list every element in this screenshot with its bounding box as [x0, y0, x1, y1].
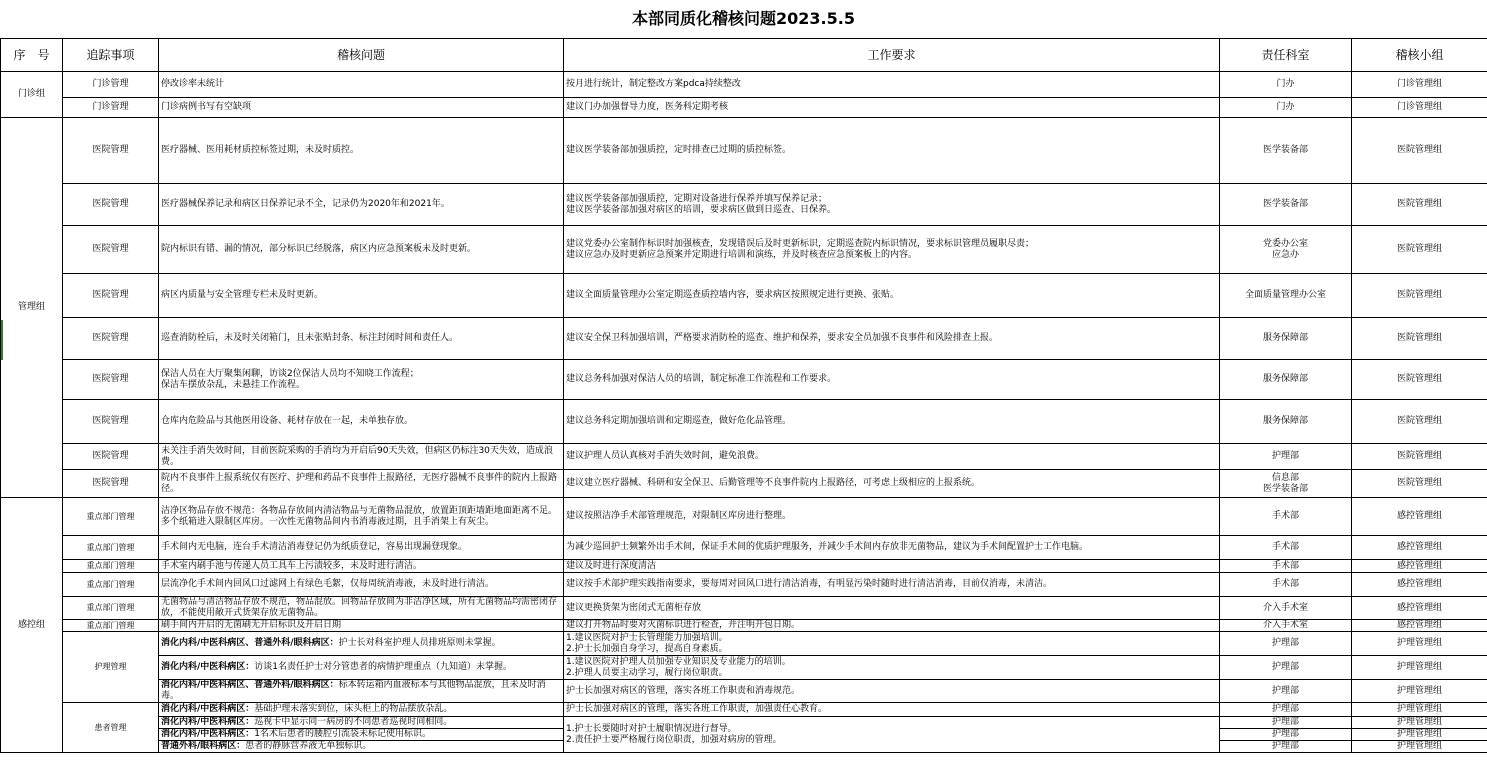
- team-cell[interactable]: 护理管理组: [1352, 703, 1487, 717]
- team-cell[interactable]: 护理管理组: [1352, 741, 1487, 753]
- header-index[interactable]: 序 号: [1, 39, 63, 72]
- table-row: [1, 498, 1487, 536]
- department-cell[interactable]: 医学装备部: [1220, 184, 1352, 226]
- team-cell[interactable]: 感控管理组: [1352, 573, 1487, 597]
- issue-cell[interactable]: 病区内质量与安全管理专栏未及时更新。: [159, 274, 564, 318]
- track-cell[interactable]: 医院管理: [63, 118, 159, 184]
- department-cell[interactable]: 护理部: [1220, 741, 1352, 753]
- track-cell[interactable]: 患者管理: [63, 703, 159, 753]
- table-row: [1, 470, 1487, 498]
- issue-text: 护士长对科室护理人员排班原则未掌握。: [338, 638, 501, 648]
- issue-ward-label: 消化内科/中医科病区：: [161, 704, 255, 714]
- team-cell[interactable]: 感控管理组: [1352, 498, 1487, 536]
- requirement-cell[interactable]: 护士长加强对病区的管理，落实各班工作职责，加强责任心教育。: [564, 703, 1220, 717]
- issue-cell[interactable]: 刷手间内开启的无菌刷无开启标识及开启日期: [159, 620, 564, 632]
- table-row: [1, 536, 1487, 560]
- track-cell[interactable]: 医院管理: [63, 360, 159, 400]
- table-row: [1, 72, 1487, 98]
- department-cell[interactable]: 党委办公室 应急办: [1220, 226, 1352, 274]
- team-cell[interactable]: 医院管理组: [1352, 318, 1487, 360]
- header-department[interactable]: 责任科室: [1220, 39, 1352, 72]
- track-cell[interactable]: 医院管理: [63, 470, 159, 498]
- issue-cell[interactable]: [159, 729, 564, 741]
- track-cell[interactable]: 门诊管理: [63, 98, 159, 118]
- requirement-cell[interactable]: 建议党委办公室制作标识时加强核查，发现错误后及时更新标识，定期巡查院内标识情况，要求标识管理员履职尽责； 建议应急办及时更新应急预案并定期进行培训和演练，并及时核查应急预案板上的内容。: [564, 226, 1220, 274]
- department-cell[interactable]: 医学装备部: [1220, 118, 1352, 184]
- requirement-cell[interactable]: 1.建议医院对护士长管理能力加强培训。 2.护士长加强自身学习，提高自身素质。: [564, 632, 1220, 656]
- requirement-cell[interactable]: 建议医学装备部加强质控，定时排查已过期的质控标签。: [564, 118, 1220, 184]
- track-cell[interactable]: 医院管理: [63, 400, 159, 444]
- requirement-cell[interactable]: 1.建议医院对护理人员加强专业知识及专业能力的培训。 2.护理人员要主动学习，履行岗位职责。: [564, 656, 1220, 680]
- requirement-cell[interactable]: 为减少巡回护士频繁外出手术间，保证手术间的优质护理服务，并减少手术间内存放非无菌物品，建议为手术间配置护士工作电脑。: [564, 536, 1220, 560]
- table-row: [1, 632, 1487, 656]
- track-cell[interactable]: 重点部门管理: [63, 620, 159, 632]
- issue-text: 访谈1名责任护士对分管患者的病情护理重点（九知道）未掌握。: [254, 662, 513, 672]
- issue-cell[interactable]: 院内不良事件上报系统仅有医疗、护理和药品不良事件上报路径，无医疗器械不良事件的院内上报路径。: [159, 470, 564, 498]
- table-row: [1, 274, 1487, 318]
- requirement-cell[interactable]: 建议总务科加强对保洁人员的培训，制定标准工作流程和工作要求。: [564, 360, 1220, 400]
- issue-text: 标本转运箱内血液标本与其他物品混放，且未及时消毒。: [161, 680, 546, 701]
- team-cell[interactable]: 护理管理组: [1352, 632, 1487, 656]
- issue-cell[interactable]: 仓库内危险品与其他医用设备、耗材存放在一起，未单独存放。: [159, 400, 564, 444]
- table-row: [1, 703, 1487, 717]
- issue-text: 巡视卡中显示同一病房的不同患者巡视时间相同。: [254, 717, 453, 727]
- department-cell[interactable]: 手术部: [1220, 536, 1352, 560]
- table-row: [1, 656, 1487, 680]
- team-cell[interactable]: 感控管理组: [1352, 597, 1487, 620]
- track-cell[interactable]: 门诊管理: [63, 72, 159, 98]
- requirement-cell[interactable]: 建议总务科定期加强培训和定期巡查，做好危化品管理。: [564, 400, 1220, 444]
- issue-text: 1名术后患者的腰腔引流袋未标记使用标识。: [254, 729, 432, 739]
- track-cell[interactable]: 医院管理: [63, 184, 159, 226]
- team-cell[interactable]: 医院管理组: [1352, 274, 1487, 318]
- issue-text: 患者的静脉营养液无单独标识。: [245, 741, 372, 751]
- department-cell[interactable]: 护理部: [1220, 632, 1352, 656]
- table-row: [1, 560, 1487, 573]
- department-cell[interactable]: 门办: [1220, 98, 1352, 118]
- department-cell[interactable]: 全面质量管理办公室: [1220, 274, 1352, 318]
- issue-cell[interactable]: 巡查消防栓后，未及时关闭箱门，且未张贴封条、标注封闭时间和责任人。: [159, 318, 564, 360]
- issue-ward-label: 消化内科/中医科病区、普通外科/眼科病区：: [161, 638, 339, 648]
- track-cell[interactable]: 重点部门管理: [63, 498, 159, 536]
- issue-ward-label: 消化内科/中医科病区、普通外科/眼科病区：: [161, 680, 339, 690]
- audit-table: [0, 38, 1487, 753]
- table-row: [1, 573, 1487, 597]
- requirement-cell[interactable]: 建议全面质量管理办公室定期巡查质控墙内容，要求病区按照规定进行更换、张贴。: [564, 274, 1220, 318]
- requirement-cell[interactable]: 按月进行统计，制定整改方案pdca持续整改: [564, 72, 1220, 98]
- department-cell[interactable]: 护理部: [1220, 703, 1352, 717]
- requirement-cell[interactable]: 建议门办加强督导力度，医务科定期考核: [564, 98, 1220, 118]
- team-cell[interactable]: 护理管理组: [1352, 656, 1487, 680]
- department-cell[interactable]: 门办: [1220, 72, 1352, 98]
- issue-cell[interactable]: 保洁人员在大厅聚集闲聊，访谈2位保洁人员均不知晓工作流程； 保洁车摆放杂乱，未悬挂工作流程。: [159, 360, 564, 400]
- department-cell[interactable]: 手术部: [1220, 560, 1352, 573]
- header-team[interactable]: 稽核小组: [1352, 39, 1487, 72]
- team-cell[interactable]: 医院管理组: [1352, 226, 1487, 274]
- requirement-cell[interactable]: 建议打开物品时要对灭菌标识进行检查，并注明开包日期。: [564, 620, 1220, 632]
- track-cell[interactable]: 医院管理: [63, 444, 159, 470]
- issue-cell[interactable]: 未关注手消失效时间，目前医院采购的手消均为开启后90天失效，但病区仍标注30天失效，造成浪费。: [159, 444, 564, 470]
- department-cell[interactable]: 护理部: [1220, 656, 1352, 680]
- table-row: [1, 98, 1487, 118]
- table-row: [1, 444, 1487, 470]
- issue-cell[interactable]: [159, 741, 564, 753]
- group-cell[interactable]: 管理组: [1, 118, 63, 498]
- department-cell[interactable]: 服务保障部: [1220, 360, 1352, 400]
- department-cell[interactable]: 手术部: [1220, 498, 1352, 536]
- requirement-cell[interactable]: 建议更换货架为密闭式无菌柜存放: [564, 597, 1220, 620]
- issue-ward-label: 消化内科/中医科病区：: [161, 729, 255, 739]
- track-cell[interactable]: 重点部门管理: [63, 573, 159, 597]
- table-row: [1, 118, 1487, 184]
- issue-cell[interactable]: [159, 632, 564, 656]
- team-cell[interactable]: 医院管理组: [1352, 400, 1487, 444]
- table-row: [1, 226, 1487, 274]
- team-cell[interactable]: 医院管理组: [1352, 444, 1487, 470]
- track-cell[interactable]: 医院管理: [63, 274, 159, 318]
- department-cell[interactable]: 服务保障部: [1220, 400, 1352, 444]
- header-requirement[interactable]: 工作要求: [564, 39, 1220, 72]
- team-cell[interactable]: 门诊管理组: [1352, 72, 1487, 98]
- track-cell[interactable]: 护理管理: [63, 632, 159, 703]
- track-cell[interactable]: 医院管理: [63, 318, 159, 360]
- table-row: [1, 318, 1487, 360]
- team-cell[interactable]: 感控管理组: [1352, 560, 1487, 573]
- track-cell[interactable]: 医院管理: [63, 226, 159, 274]
- requirement-cell[interactable]: 建议及时进行深度清洁: [564, 560, 1220, 573]
- table-row: [1, 717, 1487, 729]
- requirement-cell[interactable]: 建议医学装备部加强质控，定期对设备进行保养并填写保养记录； 建议医学装备部加强对病区的培训，要求病区做到日巡查、日保养。: [564, 184, 1220, 226]
- requirement-cell[interactable]: 建议护理人员认真核对手消失效时间，避免浪费。: [564, 444, 1220, 470]
- requirement-cell[interactable]: 建议建立医疗器械、科研和安全保卫、后勤管理等不良事件院内上报路径，可考虑上级相应的上报系统。: [564, 470, 1220, 498]
- group-cell[interactable]: 感控组: [1, 498, 63, 753]
- team-cell[interactable]: 护理管理组: [1352, 729, 1487, 741]
- issue-ward-label: 消化内科/中医科病区：: [161, 717, 255, 727]
- department-cell[interactable]: 护理部: [1220, 717, 1352, 729]
- track-cell[interactable]: 重点部门管理: [63, 597, 159, 620]
- requirement-cell[interactable]: 1.护士长要随时对护士履职情况进行督导。 2.责任护士要严格履行岗位职责，加强对病房的管理。: [564, 717, 1220, 753]
- issue-text: 基础护理未落实到位，床头柜上的物品摆放杂乱。: [254, 704, 453, 714]
- table-row: [1, 680, 1487, 703]
- page-title: 本部同质化稽核问题2023.5.5: [632, 9, 855, 28]
- team-cell[interactable]: 护理管理组: [1352, 717, 1487, 729]
- header-issue[interactable]: 稽核问题: [159, 39, 564, 72]
- requirement-cell[interactable]: 护士长加强对病区的管理，落实各班工作职责和消毒规范。: [564, 680, 1220, 703]
- issue-cell[interactable]: 医疗器械、医用耗材质控标签过期，未及时质控。: [159, 118, 564, 184]
- issue-cell[interactable]: [159, 703, 564, 717]
- track-cell[interactable]: 重点部门管理: [63, 536, 159, 560]
- team-cell[interactable]: 感控管理组: [1352, 536, 1487, 560]
- requirement-cell[interactable]: 建议按手术部护理实践指南要求，要每周对回风口进行清洁消毒，有明显污染时随时进行清洁消毒，目前仅消毒，未清洁。: [564, 573, 1220, 597]
- department-cell[interactable]: 介入手术室: [1220, 597, 1352, 620]
- issue-cell[interactable]: 停改诊率未统计: [159, 72, 564, 98]
- header-track[interactable]: 追踪事项: [63, 39, 159, 72]
- track-cell[interactable]: 重点部门管理: [63, 560, 159, 573]
- header-row: [1, 39, 1487, 72]
- issue-cell[interactable]: 层流净化手术间内回风口过滤网上有绿色毛絮，仅每周统消毒液，未及时进行清洁。: [159, 573, 564, 597]
- team-cell[interactable]: 感控管理组: [1352, 620, 1487, 632]
- table-row: [1, 400, 1487, 444]
- group-cell[interactable]: 门诊组: [1, 72, 63, 118]
- issue-cell[interactable]: [159, 680, 564, 703]
- team-cell[interactable]: 医院管理组: [1352, 118, 1487, 184]
- issue-cell[interactable]: 门诊病例书写有空缺项: [159, 98, 564, 118]
- team-cell[interactable]: 医院管理组: [1352, 470, 1487, 498]
- issue-ward-label: 消化内科/中医科病区：: [161, 662, 255, 672]
- department-cell[interactable]: 手术部: [1220, 573, 1352, 597]
- issue-cell[interactable]: 医疗器械保养记录和病区日保养记录不全，记录仍为2020年和2021年。: [159, 184, 564, 226]
- table-row: [1, 184, 1487, 226]
- issue-cell[interactable]: 洁净区物品存放不规范：各物品存放间内清洁物品与无菌物品混放，放置距顶距墙距地面距离不足。多个纸箱进入限制区库房。一次性无菌物品间内书消毒液过期，且手消架上有灰尘。: [159, 498, 564, 536]
- team-cell[interactable]: 医院管理组: [1352, 360, 1487, 400]
- department-cell[interactable]: 服务保障部: [1220, 318, 1352, 360]
- issue-cell[interactable]: 手术间内无电脑，连台手术清洁消毒登记仍为纸质登记，容易出现漏登现象。: [159, 536, 564, 560]
- team-cell[interactable]: 医院管理组: [1352, 184, 1487, 226]
- department-cell[interactable]: 介入手术室: [1220, 620, 1352, 632]
- department-cell[interactable]: 信息部 医学装备部: [1220, 470, 1352, 498]
- issue-cell[interactable]: 手术室内刷手池与传递人员工具车上污渍较多，未及时进行清洁。: [159, 560, 564, 573]
- table-row: [1, 620, 1487, 632]
- requirement-cell[interactable]: 建议按照洁净手术部管理规范，对限制区库房进行整理。: [564, 498, 1220, 536]
- issue-ward-label: 普通外科/眼科病区：: [161, 741, 246, 751]
- department-cell[interactable]: 护理部: [1220, 444, 1352, 470]
- issue-cell[interactable]: 无菌物品与清洁物品存放不规范，物品混放。回物品存放间为非洁净区域，所有无菌物品均需密闭存放，不能使用敞开式货架存放无菌物品。: [159, 597, 564, 620]
- table-row: [1, 597, 1487, 620]
- requirement-cell[interactable]: 建议安全保卫科加强培训，严格要求消防栓的巡查、维护和保养，要求安全员加强不良事件和风险排查上报。: [564, 318, 1220, 360]
- table-row: [1, 360, 1487, 400]
- issue-cell[interactable]: [159, 717, 564, 729]
- team-cell[interactable]: 护理管理组: [1352, 680, 1487, 703]
- issue-cell[interactable]: 院内标识有错、漏的情况，部分标识已经脱落，病区内应急预案板未及时更新。: [159, 226, 564, 274]
- department-cell[interactable]: 护理部: [1220, 680, 1352, 703]
- issue-cell[interactable]: [159, 656, 564, 680]
- department-cell[interactable]: 护理部: [1220, 729, 1352, 741]
- team-cell[interactable]: 门诊管理组: [1352, 98, 1487, 118]
